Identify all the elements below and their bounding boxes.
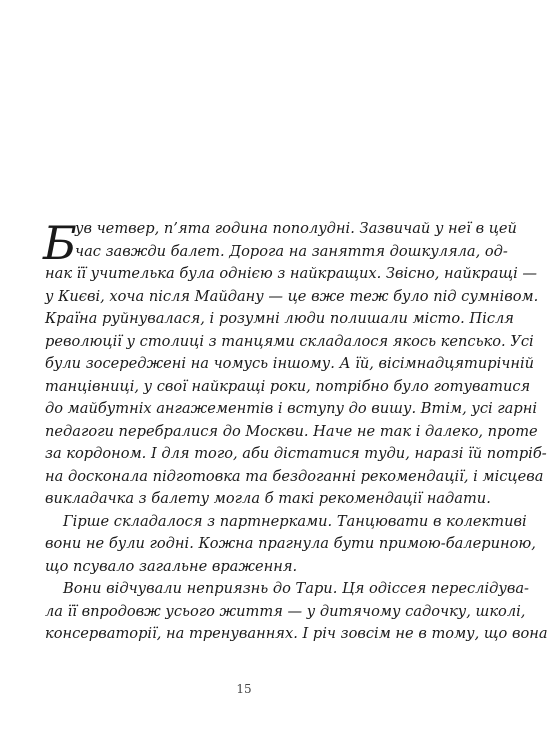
- text-line: Країна руйнувалася, і розумні люди полишали місто. Після: [45, 310, 514, 327]
- drop-cap: Б: [43, 216, 77, 270]
- text-line: ув четвер, п’ята година пополудні. Зазвичай у неї в цей: [75, 220, 517, 237]
- text-line: Гірше складалося з партнерками. Танцювати в колективі: [63, 512, 527, 530]
- text-line: у Києві, хоча після Майдану — це вже теж було під сумнівом.: [45, 287, 539, 305]
- text-line: Вони відчували неприязнь до Тари. Ця одіссея переслідува-: [63, 580, 529, 597]
- text-line: викладачка з балету могла б такі рекомендації надати.: [45, 490, 491, 507]
- text-line: до майбутніх ангажементів і вступу до вишу. Втім, усі гарні: [45, 400, 538, 417]
- body-text: [43, 216, 548, 646]
- text-line: танцівниці, у свої найкращі роки, потрібно було готуватися: [45, 377, 531, 395]
- text-line: були зосереджені на чомусь іншому. А їй, вісімнадцятирічній: [45, 355, 535, 372]
- text-line: що псувало загальне враження.: [45, 557, 298, 575]
- text-line: педагоги перебралися до Москви. Наче не так і далеко, проте: [45, 422, 538, 440]
- text-line: революції у столиці з танцями складалося якось кепсько. Усі: [45, 332, 534, 350]
- text-line: за кордоном. І для того, аби дістатися туди, наразі їй потріб-: [45, 445, 547, 462]
- text-line: час завжди балет. Дорога на заняття дошкуляла, од-: [75, 242, 508, 260]
- text-line: вони не були годні. Кожна прагнула бути примою-балериною,: [45, 535, 536, 552]
- text-line: ла її впродовж усього життя — у дитячому садочку, школі,: [45, 602, 526, 620]
- page-number: 15: [236, 682, 252, 696]
- text-line: на досконала підготовка та бездоганні рекомендації, і місцева: [45, 467, 544, 485]
- text-line: консерваторії, на тренуваннях. І річ зовсім не в тому, що вона: [45, 625, 548, 642]
- text-line: нак її учителька була однією з найкращих. Звісно, найкращі —: [45, 265, 537, 282]
